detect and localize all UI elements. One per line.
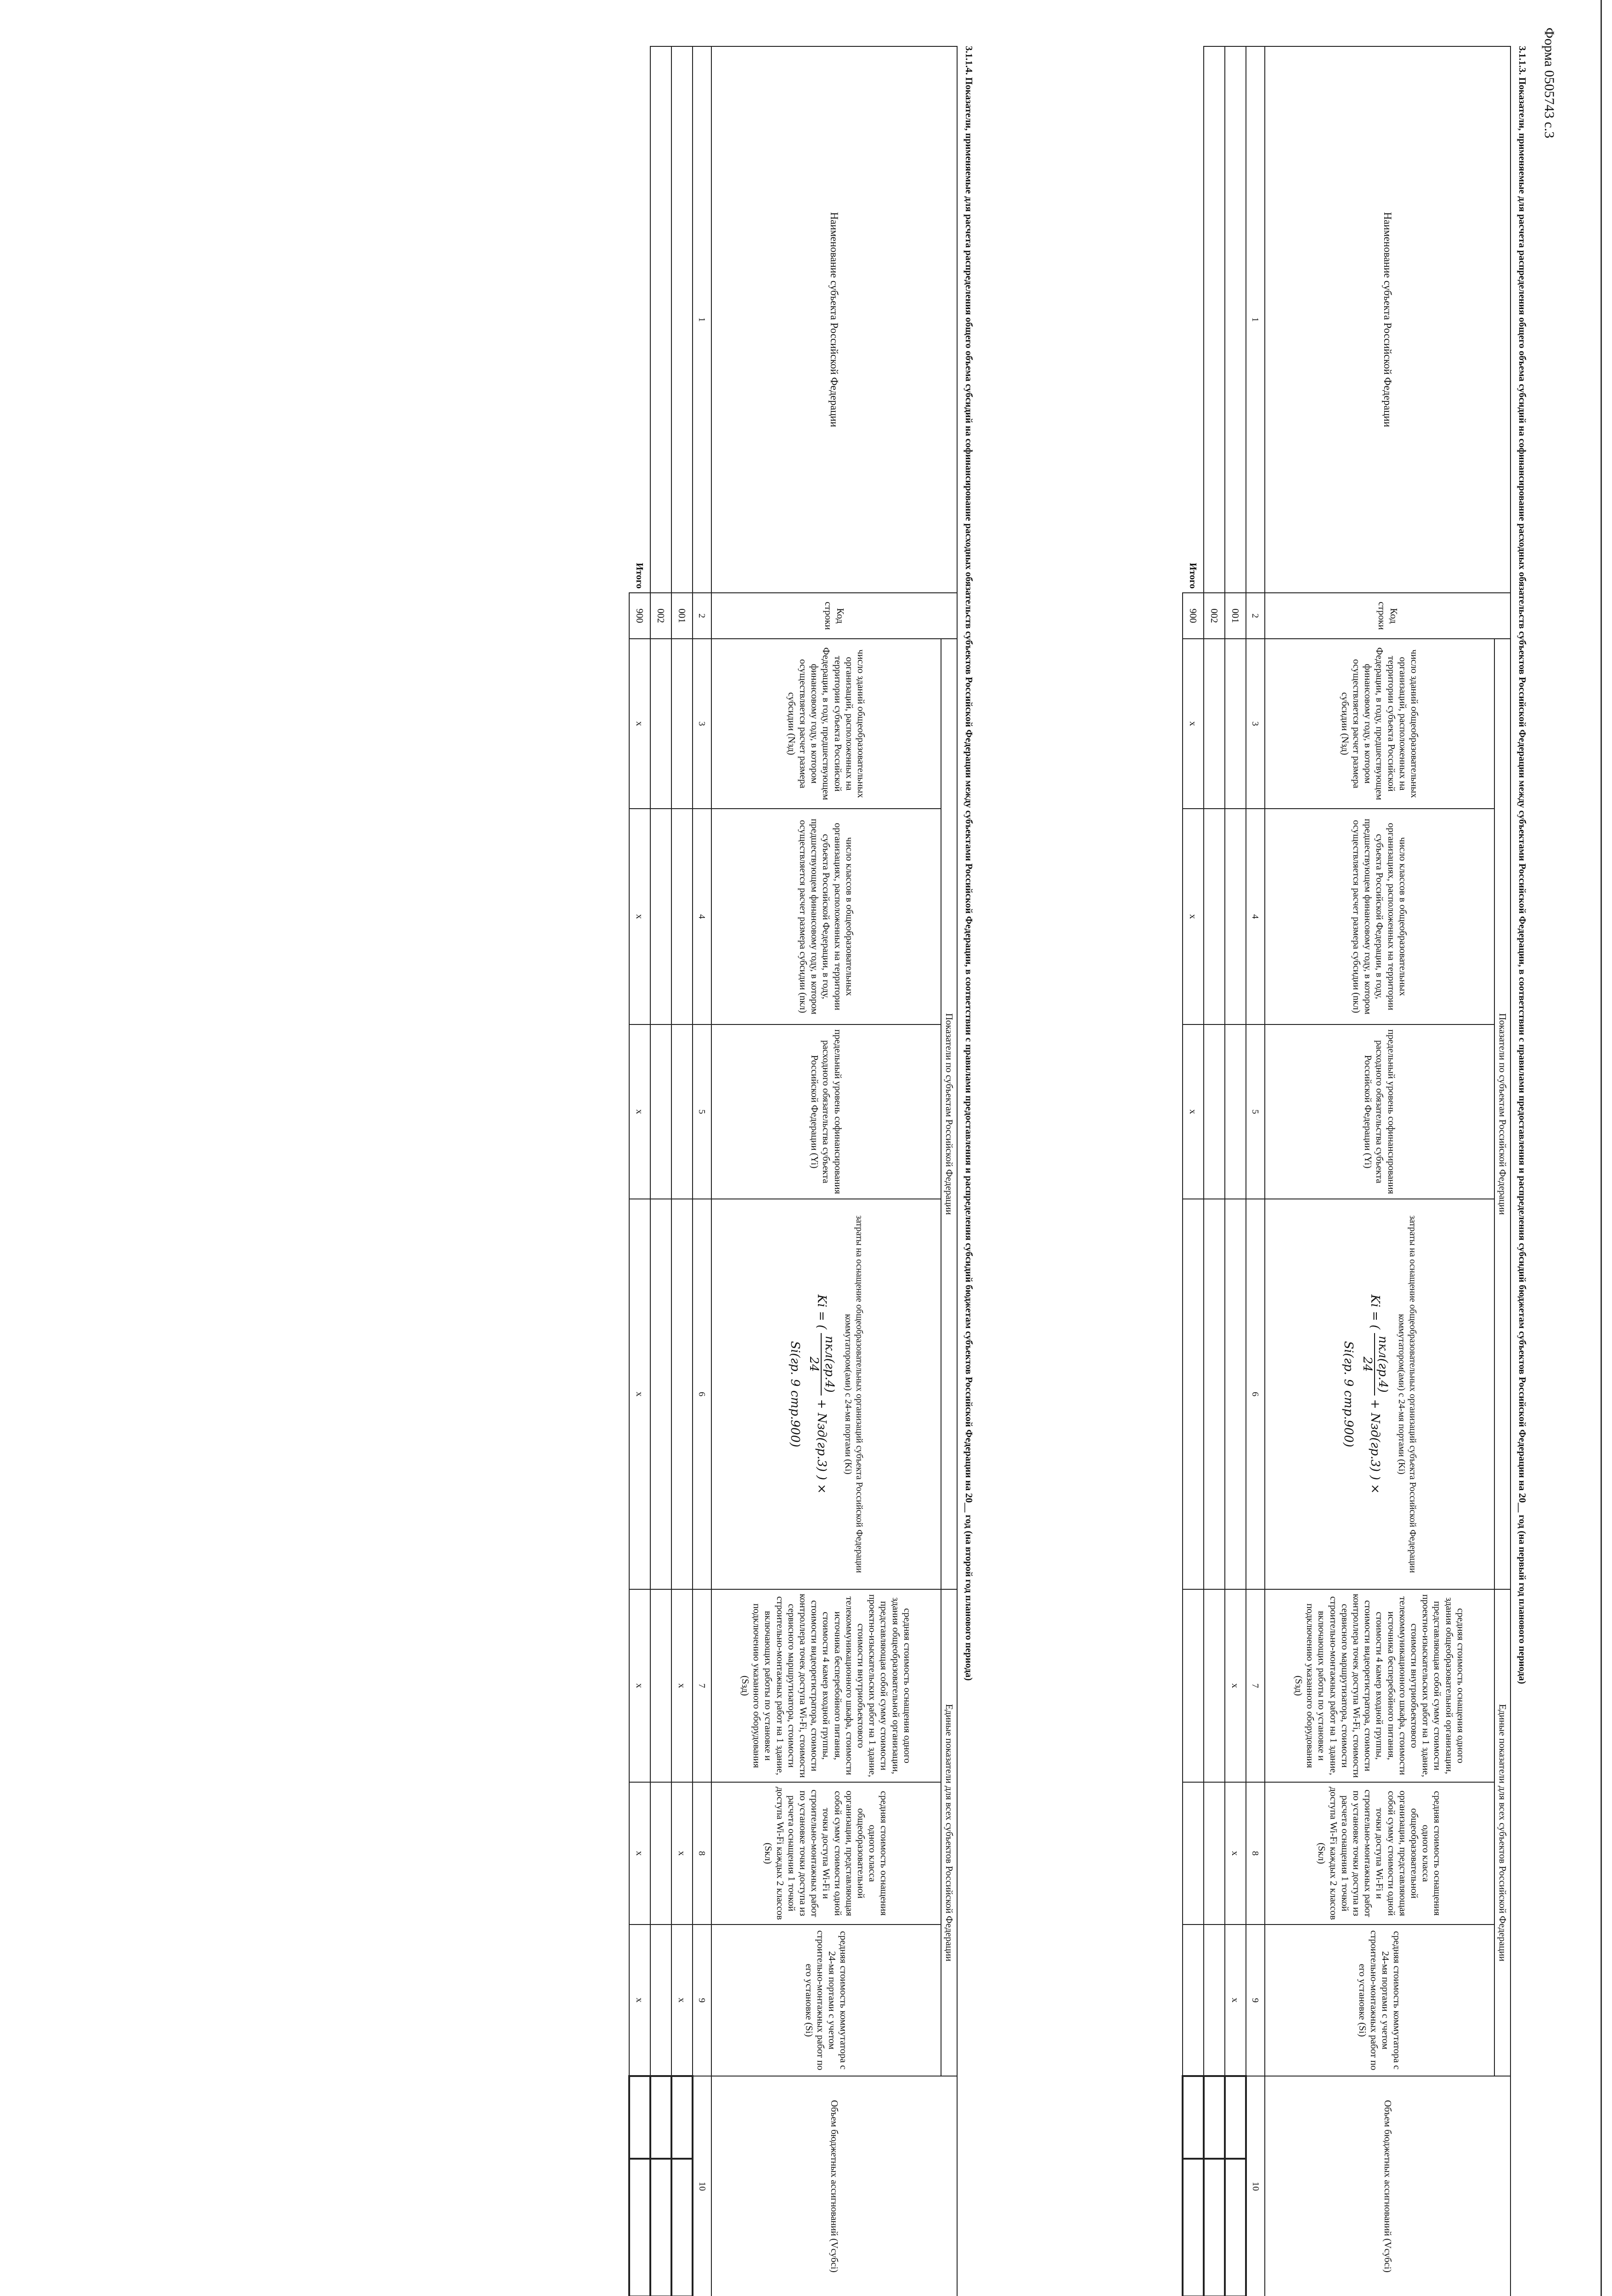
cell-c10a[interactable] bbox=[1225, 2076, 1246, 2159]
cell-c7 bbox=[1204, 1589, 1225, 1782]
col-number-4: 4 bbox=[1246, 809, 1265, 1024]
col-header-9: средняя стоимость коммутатора с 24-мя портами с учетом строительно-монтажных работ по его установке (Si) bbox=[711, 1925, 941, 2076]
table-row bbox=[650, 46, 671, 2296]
table-row bbox=[1204, 46, 1225, 2296]
total-c10b[interactable] bbox=[1183, 2159, 1204, 2296]
formula: Ki = ( nкл(гр.4) 24 + Nзд(гр.3) ) × Si(гр. 9 стр.900) bbox=[1341, 1203, 1390, 1585]
total-c8: x bbox=[629, 1782, 650, 1925]
cell-c10b[interactable] bbox=[671, 2159, 693, 2296]
formula-times: × bbox=[1368, 1484, 1382, 1494]
table-row bbox=[1225, 46, 1246, 2296]
cell-name[interactable] bbox=[1204, 46, 1225, 593]
col-number-3: 3 bbox=[693, 639, 711, 809]
col-number-7: 7 bbox=[693, 1589, 711, 1782]
formula-denominator: 24 bbox=[1360, 1356, 1375, 1372]
total-c5: x bbox=[629, 1024, 650, 1199]
col-number-2: 2 bbox=[693, 593, 711, 639]
total-c6: x bbox=[629, 1199, 650, 1589]
cell-c7: x bbox=[1225, 1589, 1246, 1782]
formula-lhs: Ki = bbox=[1368, 1294, 1382, 1321]
col-header-10: Объем бюджетных ассигнований (Vсубсi) bbox=[711, 2076, 957, 2296]
cell-c10b[interactable] bbox=[1204, 2159, 1225, 2296]
section-3-1-1-4 bbox=[628, 46, 978, 2296]
page-edge-line bbox=[1601, 0, 1602, 2296]
cell-c6[interactable] bbox=[650, 1199, 671, 1589]
col-number-5: 5 bbox=[693, 1024, 711, 1199]
col-header-10: Объем бюджетных ассигнований (Vсубсi) bbox=[1265, 2076, 1511, 2296]
col-number-4: 4 bbox=[693, 809, 711, 1024]
group-header-left: Показатели по субъектам Российской Федерации bbox=[941, 639, 957, 1589]
row-code: 002 bbox=[650, 593, 671, 639]
col-number-9: 9 bbox=[693, 1925, 711, 2076]
cell-c3[interactable] bbox=[1225, 639, 1246, 809]
formula-numerator: nкл(гр.4) bbox=[1374, 1333, 1389, 1396]
total-row bbox=[1183, 46, 1204, 2296]
col-number-6: 6 bbox=[1246, 1199, 1265, 1589]
formula-fraction bbox=[806, 1333, 836, 1396]
col-header-4: число классов в общеобразовательных организациях, расположенных на территории субъекта Российской Федерации, в году, предшествующем финансовому году, в котором осуществляется расчет размера субсидии (nкл) bbox=[1265, 809, 1494, 1024]
total-code: 900 bbox=[1183, 593, 1204, 639]
section-title: 3.1.1.3. Показатели, применяемые для расчета распределения общего объема субсидий на софинансирование расходных обязательств субъектов Российской Федерации между субъектами Российской Федерации, в соответствии с правилами предоставления и распределения субсидий бюджетам субъектов Российской Федерации на 20__ год (на первый год планового периода) bbox=[1517, 46, 1528, 1684]
col-number-2: 2 bbox=[1246, 593, 1265, 639]
formula-caption: затраты на оснащение общеобразовательных организаций субъекта Российской Федерации коммутатором(ами) с 24-мя портами (Ki) bbox=[843, 1215, 864, 1573]
total-label: Итого bbox=[1183, 46, 1204, 593]
col-header-6 bbox=[711, 1199, 941, 1589]
section-3-1-1-3 bbox=[1182, 46, 1532, 2296]
formula-plus: + Nзд(гр.3) bbox=[815, 1399, 829, 1472]
form-code: Форма 0505743 с.3 bbox=[1542, 28, 1557, 139]
cell-c8: x bbox=[1225, 1782, 1246, 1925]
formula-denominator: 24 bbox=[807, 1356, 821, 1372]
cell-c10b[interactable] bbox=[650, 2159, 671, 2296]
formula-times: × bbox=[815, 1484, 829, 1494]
cell-c10b[interactable] bbox=[1225, 2159, 1246, 2296]
cell-c9: x bbox=[671, 1925, 693, 2076]
col-header-3: число зданий общеобразовательных организаций, расположенных на территории субъекта Российской Федерации, в году, предшествующем финансовому году, в котором осуществляется расчет размера субсидии (Nзд) bbox=[711, 639, 941, 809]
col-header-code: Код строки bbox=[711, 593, 957, 639]
cell-c10a[interactable] bbox=[671, 2076, 693, 2159]
cell-c4[interactable] bbox=[1225, 809, 1246, 1024]
cell-c4[interactable] bbox=[1204, 809, 1225, 1024]
row-code: 001 bbox=[1225, 593, 1246, 639]
cell-c5[interactable] bbox=[650, 1024, 671, 1199]
total-c10a[interactable] bbox=[1183, 2076, 1204, 2159]
cell-c7 bbox=[650, 1589, 671, 1782]
cell-c9 bbox=[1204, 1925, 1225, 2076]
total-row bbox=[629, 46, 650, 2296]
col-number-8: 8 bbox=[693, 1782, 711, 1925]
formula-lhs: Ki = bbox=[815, 1294, 829, 1321]
col-header-3: число зданий общеобразовательных организаций, расположенных на территории субъекта Российской Федерации, в году, предшествующем финансовому году, в котором осуществляется расчет размера субсидии (Nзд) bbox=[1265, 639, 1494, 809]
col-header-8: средняя стоимость оснащения одного класса общеобразовательной организации, представляющая собой сумму стоимости одной точки доступа Wi-Fi и строительно-монтажных работ по установке точки доступа из расчета оснащения 1 точкой доступа Wi-Fi каждых 2 классов (Sкл) bbox=[1265, 1782, 1494, 1925]
indicators-table bbox=[1182, 46, 1511, 2296]
total-c8[interactable] bbox=[1183, 1782, 1204, 1925]
column-numbers-row bbox=[1246, 46, 1265, 2296]
total-c4: x bbox=[1183, 809, 1204, 1024]
col-header-name: Наименование субъекта Российской Федерации bbox=[711, 46, 957, 593]
col-header-code: Код строки bbox=[1265, 593, 1511, 639]
cell-c9: x bbox=[1225, 1925, 1246, 2076]
total-c5: x bbox=[1183, 1024, 1204, 1199]
indicators-table bbox=[628, 46, 958, 2296]
cell-c6[interactable] bbox=[671, 1199, 693, 1589]
cell-c9 bbox=[650, 1925, 671, 2076]
total-c3: x bbox=[629, 639, 650, 809]
formula-numerator: nкл(гр.4) bbox=[821, 1333, 836, 1396]
total-c4: x bbox=[629, 809, 650, 1024]
total-label: Итого bbox=[629, 46, 650, 593]
formula-plus: + Nзд(гр.3) bbox=[1368, 1399, 1382, 1472]
cell-c3[interactable] bbox=[671, 639, 693, 809]
col-header-5: предельный уровень софинансирования расходного обязательства субъекта Российской Федерации (Yi) bbox=[1265, 1024, 1494, 1199]
cell-c8: x bbox=[671, 1782, 693, 1925]
col-header-9: средняя стоимость коммутатора с 24-мя портами с учетом строительно-монтажных работ по его установке (Si) bbox=[1265, 1925, 1494, 2076]
cell-c10a[interactable] bbox=[1204, 2076, 1225, 2159]
section-title: 3.1.1.4. Показатели, применяемые для расчета распределения общего объема субсидий на софинансирование расходных обязательств субъектов Российской Федерации между субъектами Российской Федерации, в соответствии с правилами предоставления и распределения субсидий бюджетам субъектов Российской Федерации на 20__ год (на второй год планового периода) bbox=[964, 46, 975, 1681]
col-number-5: 5 bbox=[1246, 1024, 1265, 1199]
cell-c7: x bbox=[671, 1589, 693, 1782]
total-c9: x bbox=[629, 1925, 650, 2076]
cell-c5[interactable] bbox=[671, 1024, 693, 1199]
total-c10b[interactable] bbox=[629, 2159, 650, 2296]
total-code: 900 bbox=[629, 593, 650, 639]
cell-name[interactable] bbox=[650, 46, 671, 593]
col-number-10: 10 bbox=[1246, 2076, 1265, 2296]
total-c9[interactable] bbox=[1183, 1925, 1204, 2076]
total-c10a[interactable] bbox=[629, 2076, 650, 2159]
formula-multiplier: Si(гр. 9 стр.900) bbox=[1341, 1341, 1356, 1447]
formula: Ki = ( nкл(гр.4) 24 + Nзд(гр.3) ) × Si(гр. 9 стр.900) bbox=[788, 1203, 836, 1585]
col-header-7: средняя стоимость оснащения одного здания общеобразовательной организации, представляющая собой сумму стоимости проектно-изыскательских работ на 1 здание, стоимости внутриобъектового телекоммуникационного шкафа, стоимости источника бесперебойного питания, стоимости 4 камер входной группы, стоимости видеорегистратора, стоимости контроллера точек доступа Wi-Fi, стоимости сервисного маршрутизатора, стоимости строительно-монтажных работ на 1 здание, включающих работы по установке и подключению указанного оборудования (Sзд) bbox=[1265, 1589, 1494, 1782]
cell-c6[interactable] bbox=[1225, 1199, 1246, 1589]
formula-fraction bbox=[1360, 1333, 1389, 1396]
col-number-10: 10 bbox=[693, 2076, 711, 2296]
cell-c3[interactable] bbox=[1204, 639, 1225, 809]
formula-caption: затраты на оснащение общеобразовательных организаций субъекта Российской Федерации коммутатором(ами) с 24-мя портами (Ki) bbox=[1396, 1215, 1418, 1573]
col-header-7: средняя стоимость оснащения одного здания общеобразовательной организации, представляющая собой сумму стоимости проектно-изыскательских работ на 1 здание, стоимости внутриобъектового телекоммуникационного шкафа, стоимости источника бесперебойного питания, стоимости 4 камер входной группы, стоимости видеорегистратора, стоимости контроллера точек доступа Wi-Fi, стоимости сервисного маршрутизатора, стоимости строительно-монтажных работ на 1 здание, включающих работы по установке и подключению указанного оборудования (Sзд) bbox=[711, 1589, 941, 1782]
col-number-6: 6 bbox=[693, 1199, 711, 1589]
group-header-right: Единые показатели для всех субъектов Российской Федерации bbox=[941, 1589, 957, 2076]
col-number-3: 3 bbox=[1246, 639, 1265, 809]
table-row bbox=[671, 46, 693, 2296]
col-number-1: 1 bbox=[693, 46, 711, 593]
col-number-7: 7 bbox=[1246, 1589, 1265, 1782]
cell-name[interactable] bbox=[1225, 46, 1246, 593]
cell-c5[interactable] bbox=[1225, 1024, 1246, 1199]
cell-name[interactable] bbox=[671, 46, 693, 593]
col-header-8: средняя стоимость оснащения одного класса общеобразовательной организации, представляющая собой сумму стоимости одной точки доступа Wi-Fi и строительно-монтажных работ по установке точки доступа из расчета оснащения 1 точкой доступа Wi-Fi каждых 2 классов (Sкл) bbox=[711, 1782, 941, 1925]
group-header-right: Единые показатели для всех субъектов Российской Федерации bbox=[1494, 1589, 1511, 2076]
cell-c4[interactable] bbox=[650, 809, 671, 1024]
col-header-6 bbox=[1265, 1199, 1494, 1589]
group-header-left: Показатели по субъектам Российской Федерации bbox=[1494, 639, 1511, 1589]
cell-c3[interactable] bbox=[650, 639, 671, 809]
row-code: 002 bbox=[1204, 593, 1225, 639]
cell-c4[interactable] bbox=[671, 809, 693, 1024]
cell-c6[interactable] bbox=[1204, 1199, 1225, 1589]
total-c3: x bbox=[1183, 639, 1204, 809]
cell-c8 bbox=[1204, 1782, 1225, 1925]
col-number-8: 8 bbox=[1246, 1782, 1265, 1925]
cell-c10a[interactable] bbox=[650, 2076, 671, 2159]
col-header-name: Наименование субъекта Российской Федерации bbox=[1265, 46, 1511, 593]
cell-c8 bbox=[650, 1782, 671, 1925]
total-c7: x bbox=[629, 1589, 650, 1782]
formula-multiplier: Si(гр. 9 стр.900) bbox=[788, 1341, 802, 1447]
col-header-5: предельный уровень софинансирования расходного обязательства субъекта Российской Федерации (Yi) bbox=[711, 1024, 941, 1199]
column-numbers-row bbox=[693, 46, 711, 2296]
col-number-1: 1 bbox=[1246, 46, 1265, 593]
total-c7[interactable] bbox=[1183, 1589, 1204, 1782]
cell-c5[interactable] bbox=[1204, 1024, 1225, 1199]
col-number-9: 9 bbox=[1246, 1925, 1265, 2076]
row-code: 001 bbox=[671, 593, 693, 639]
total-c6[interactable] bbox=[1183, 1199, 1204, 1589]
col-header-4: число классов в общеобразовательных организациях, расположенных на территории субъекта Российской Федерации, в году, предшествующем финансовому году, в котором осуществляется расчет размера субсидии (nкл) bbox=[711, 809, 941, 1024]
